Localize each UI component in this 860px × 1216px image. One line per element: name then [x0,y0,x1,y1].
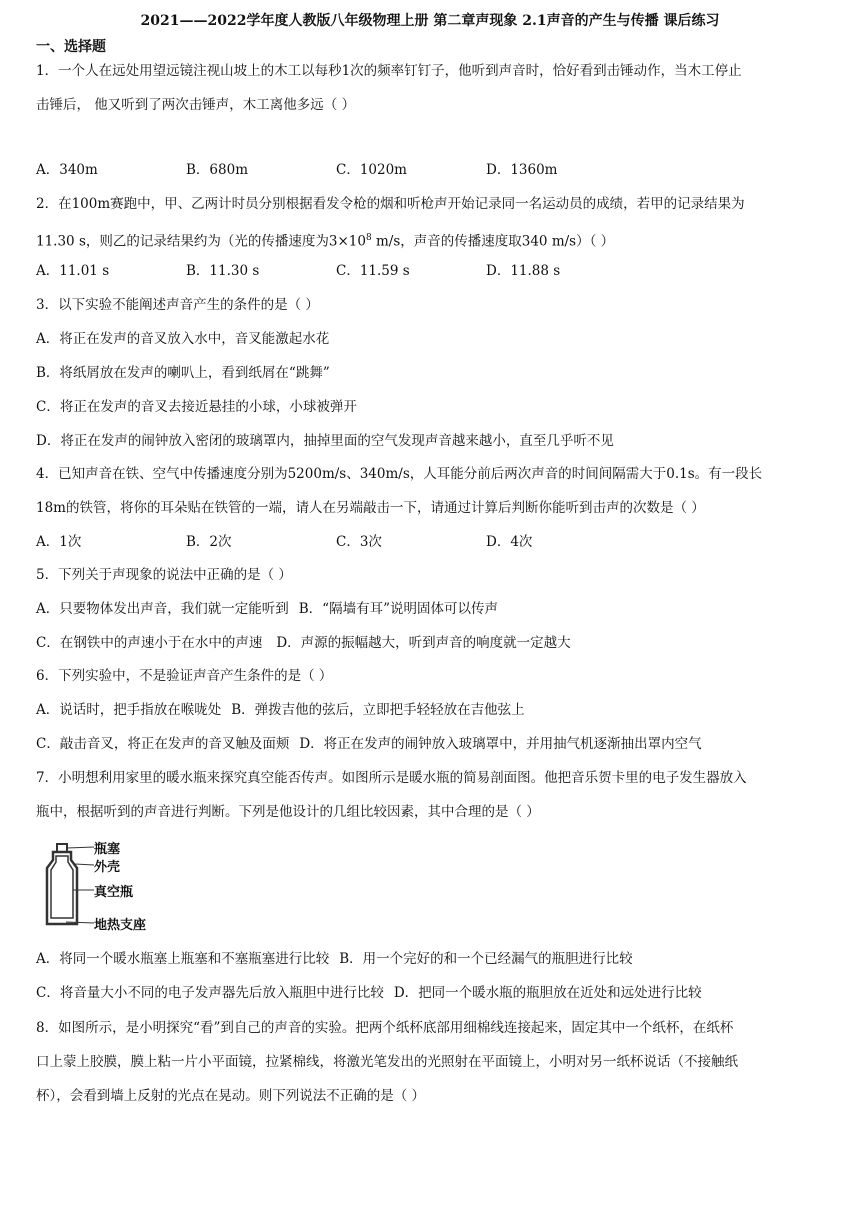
options-row [36,942,828,976]
question-text: 击锤后， 他又听到了两次击锤声，木工离他多远（ ） [36,97,356,113]
question-4 [36,457,828,525]
option-b: B．680m [186,162,248,178]
label-support: 地热支座 [94,918,147,933]
question-1-options [36,153,636,187]
option-b: B．弹拨吉他的弦后，立即把手轻轻放在吉他弦上 [231,702,525,718]
label-vacuum-bottle: 真空瓶 [94,885,134,900]
option-c: C．将音量大小不同的电子发声器先后放入瓶胆中进行比较 [36,985,384,1001]
option-b: B．用一个完好的和一个已经漏气的瓶胆进行比较 [339,951,633,967]
options-row [36,693,828,727]
question-text: 6．下列实验中，不是验证声音产生条件的是（ ） [36,668,333,684]
question-4-options [36,525,636,559]
question-text: 瓶中，根据听到的声音进行判断。下列是他设计的几组比较因素，其中合理的是（ ） [36,804,540,820]
option-c: C．3次 [336,534,382,550]
question-text-2: 11.30 s，则乙的记录结果约为（光的传播速度为$3\times 10^8$ m/s，声音的传播速度取340 m/s）（ ） [36,233,615,250]
question-text: 杯），会看到墙上反射的光点在晃动。则下列说法不正确的是（ ） [36,1088,426,1104]
option-d: D．声源的振幅越大，听到声音的响度就一定越大 [276,635,571,651]
option-c: C．将正在发声的音叉去接近悬挂的小球，小球被弹开 [36,399,357,415]
question-7-options [36,942,828,1010]
options-row [36,626,828,660]
option-c: C．在钢铁中的声速小于在水中的声速 [36,635,263,651]
option-a: A．11.01 s [36,263,110,279]
option-b: B．将纸屑放在发声的喇叭上，看到纸屑在“跳舞” [36,365,330,381]
option-c: C．11.59 s [336,263,410,279]
option-b: B．11.30 s [186,263,260,279]
option-d: D．把同一个暖水瓶的瓶胆放在近处和远处进行比较 [393,985,702,1001]
question-2-options [36,254,636,288]
section-heading: 一、选择题 [36,39,106,55]
option-a: A．340m [36,162,98,178]
options-row [36,727,828,761]
option-d: D．11.88 s [486,263,561,279]
options-row [36,592,828,626]
question-3 [36,288,828,458]
question-text: 5．下列关于声现象的说法中正确的是（ ） [36,567,292,583]
question-5 [36,558,828,660]
question-8 [36,1011,828,1113]
question-text: 3．以下实验不能阐述声音产生的条件的是（ ） [36,297,319,313]
option-d: D．4次 [486,534,533,550]
exponent: 8 [365,233,372,243]
option-b: B．“隔墙有耳”说明固体可以传声 [298,601,498,617]
option-a: A．说话时，把手指放在喉咙处 [36,702,222,718]
question-text: 1．一个人在远处用望远镜注视山坡上的木工以每秒1次的频率钉钉子，他听到声音时，恰好看到击锤动作，当木工停止 [36,63,742,79]
question-text: 8．如图所示，是小明探究“看”到自己的声音的实验。把两个纸杯底部用细棉线连接起来，固定其中一个纸杯，在纸杯 [36,1020,734,1036]
question-7 [36,761,828,829]
option-a: A．将正在发声的音叉放入水中，音叉能激起水花 [36,331,330,347]
label-stopper: 瓶塞 [94,842,121,857]
question-1 [36,54,828,122]
option-d: D．1360m [486,162,558,178]
option-d: D．将正在发声的闹钟放入玻璃罩中，并用抽气机逐渐抽出罩内空气 [299,736,702,752]
question-text: 口上蒙上胶膜，膜上粘一片小平面镜，拉紧棉线，将激光笔发出的光照射在平面镜上，小明对另一纸杯说话（不接触纸 [36,1054,738,1070]
label-shell: 外壳 [94,860,121,875]
option-a: A．1次 [36,534,82,550]
question-6 [36,659,828,761]
option-b: B．2次 [186,534,232,550]
option-c: C．1020m [336,162,407,178]
option-d: D．将正在发声的闹钟放入密闭的玻璃罩内，抽掉里面的空气发现声音越来越小，直至几乎听不见 [36,433,614,449]
question-text: 4．已知声音在铁、空气中传播速度分别为5200m/s、340m/s，人耳能分前后两次声音的时间间隔需大于0.1s。有一段长 [36,466,763,482]
question-text: 7．小明想利用家里的暖水瓶来探究真空能否传声。如图所示是暖水瓶的简易剖面图。他把音乐贺卡里的电子发生器放入 [36,770,747,786]
question-text: 18m的铁管，将你的耳朵贴在铁管的一端，请人在另端敲击一下，请通过计算后判断你能听到击声的次数是（ ） [36,500,705,516]
options-row [36,976,828,1010]
page-title: 2021——2022学年度人教版八年级物理上册 第二章声现象 2.1声音的产生与传播 课后练习 [140,13,720,29]
option-a: A．将同一个暖水瓶塞上瓶塞和不塞瓶塞进行比较 [36,951,330,967]
option-a: A．只要物体发出声音，我们就一定能听到 [36,601,289,617]
thermos-diagram [44,842,174,932]
question-2 [36,187,828,259]
question-text: 2．在100m赛跑中，甲、乙两计时员分别根据看发令枪的烟和听枪声开始记录同一名运动员的成绩，若甲的记录结果为 [36,196,745,212]
option-c: C．敲击音叉，将正在发声的音叉触及面颊 [36,736,290,752]
